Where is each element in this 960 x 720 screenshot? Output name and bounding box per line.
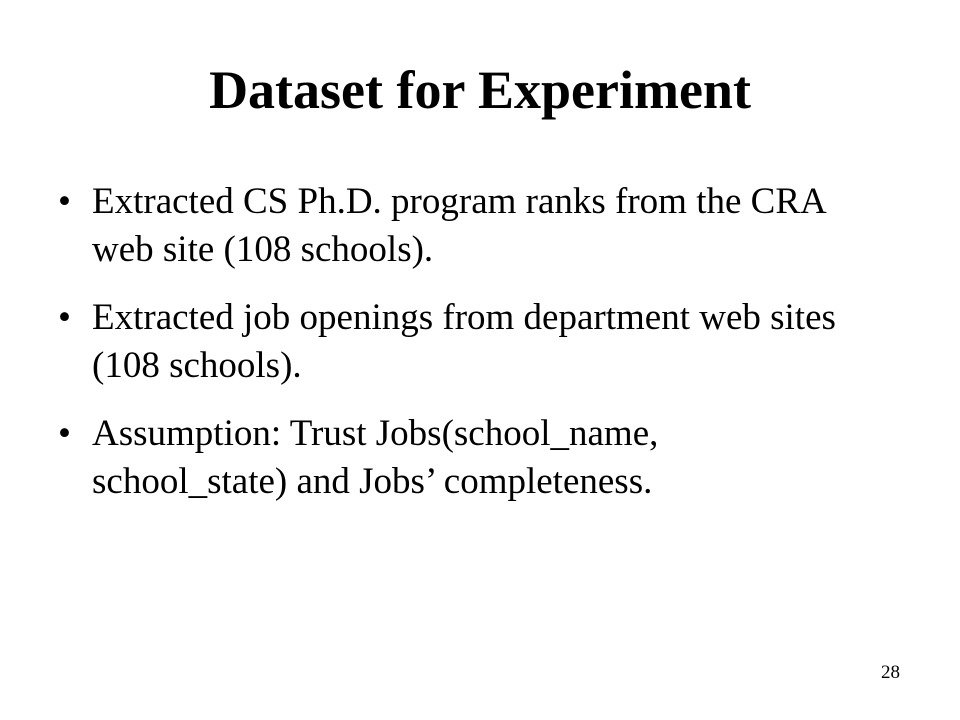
bullet-marker-icon: • (58, 413, 71, 454)
bullet-marker-icon: • (58, 181, 71, 222)
bullet-list (58, 178, 858, 526)
bullet-item (58, 294, 858, 390)
bullet-text: Assumption: Trust Jobs(school_name, school_state) and Jobs’ completeness. (92, 413, 659, 502)
bullet-text: Extracted CS Ph.D. program ranks from the CRA web site (108 schools). (92, 181, 825, 270)
slide-title: Dataset for Experiment (209, 60, 751, 120)
bullet-item (58, 178, 858, 274)
bullet-item (58, 410, 858, 506)
bullet-text: Extracted job openings from department web sites (108 schools). (92, 297, 836, 386)
bullet-marker-icon: • (58, 297, 71, 338)
page-number: 28 (881, 662, 900, 683)
